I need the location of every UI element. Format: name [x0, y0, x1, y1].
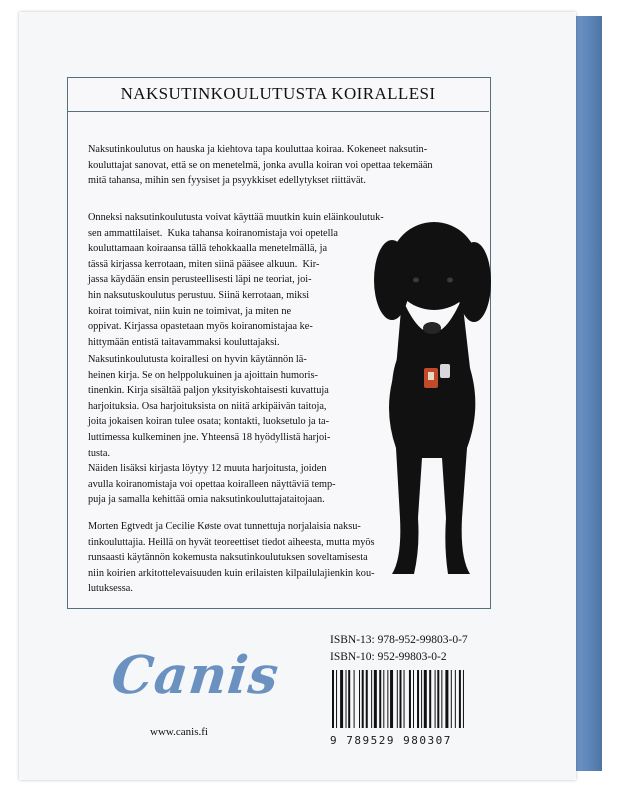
paragraph-authors: Morten Egtvedt ja Cecilie Køste ovat tunnettuja norjalaisia naksu- tinkouluttajia. Heillä on hyvät teoreettiset tiedot aiheesta, mutta myös runsaasti käytännön kokemusta naksutinkoulutuksen soveltamisesta niin koirien arkitottelevaisuuden kuin erilaisten kilpailulajienkin kou- lutuksessa. [88, 521, 375, 595]
barcode-bar [387, 670, 388, 728]
paragraph-practical: Naksutinkoulutusta koirallesi on hyvin käytännön lä- heinen kirja. Se on helppolukuinen ja ajoittain humoris- tinenkin. Kirja sisältää paljon yksityiskohtaisesti kuvattuja harjoituksia. Osa harjoituksista on niitä arkipäivän taitoja, joita jokaisen koiran tulee osata; kontakti, luoksetulo ja ta- luttimessa kulkeminen jne. Yhteensä 18 hyödyllistä harjoi- tusta. [88, 354, 331, 459]
paragraph-tricks: Näiden lisäksi kirjasta löytyy 12 muuta harjoitusta, joiden avulla koiranomistaja voi opettaa koiralleen näyttäviä temp- puja ja samalla kehittää omia naksutinkouluttajataitojaan. [88, 463, 336, 506]
isbn-10: ISBN-10: 952-99803-0-2 [330, 651, 447, 663]
barcode-bar [455, 670, 456, 728]
book-title: NAKSUTINKOULUTUSTA KOIRALLESI [67, 77, 489, 112]
barcode-bar [417, 670, 419, 728]
barcode-bar [445, 670, 448, 728]
barcode-bar [383, 670, 384, 728]
barcode-bar [400, 670, 402, 728]
barcode-bar [390, 670, 393, 728]
barcode-bar [435, 670, 436, 728]
paragraph-intro: Naksutinkoulutus on hauska ja kiehtova tapa kouluttaa koiraa. Kokeneet naksutin- kouluttajat sanovat, että se on menetelmä, jonka avulla koiran voi opettaa tekemään mitä tahansa, mihin sen fyysiset ja psyykkiset edellytykset riittävät. [88, 144, 433, 187]
barcode [330, 670, 508, 747]
barcode-bar [359, 670, 360, 728]
barcode-bar [441, 670, 442, 728]
barcode-bar [346, 670, 347, 728]
barcode-bar [463, 670, 464, 728]
barcode-bar [379, 670, 381, 728]
barcode-bar [409, 670, 411, 728]
barcode-bar [424, 670, 427, 728]
barcode-bar [362, 670, 364, 728]
barcode-bar [429, 670, 431, 728]
barcode-bar [437, 670, 439, 728]
publisher-url[interactable]: www.canis.fi [150, 726, 208, 738]
canis-logo: Canis [108, 645, 283, 706]
barcode-bar [397, 670, 398, 728]
barcode-bar [413, 670, 414, 728]
barcode-bar [421, 670, 422, 728]
barcode-bar [404, 670, 405, 728]
barcode-bars [330, 670, 508, 728]
paragraph-method: Onneksi naksutinkoulutusta voivat käyttää muutkin kuin eläinkoulutuk- sen ammattilaiset. Kuka tahansa koiranomistaja voi opetella kouluttamaan koiraansa tällä tehokkaalla menetelmällä, ja tässä kirjassa kerrotaan, miten siinä pääsee alkuun. Kir- jassa käydään ensin perusteellisesti läpi ne teoriat, joi- hin naksutuskoulutus perustuu. Siinä kerrotaan, miksi koirat toimivat, niin kuin ne toimivat, ja miten ne oppivat. Kirjassa opastetaan myös koiranomistajaa ke- hittymään entistä taitavammaksi kouluttajaksi. [88, 212, 384, 348]
barcode-bar [371, 670, 372, 728]
barcode-digits: 9 789529 980307 [330, 734, 452, 747]
barcode-bar [340, 670, 343, 728]
barcode-bar [348, 670, 350, 728]
book-spine [572, 16, 602, 771]
barcode-bar [336, 670, 337, 728]
barcode-bar [366, 670, 368, 728]
barcode-bar [451, 670, 452, 728]
barcode-bar [354, 670, 355, 728]
isbn-13: ISBN-13: 978-952-99803-0-7 [330, 634, 468, 646]
barcode-bar [332, 670, 334, 728]
barcode-bar [459, 670, 461, 728]
barcode-bar [374, 670, 377, 728]
